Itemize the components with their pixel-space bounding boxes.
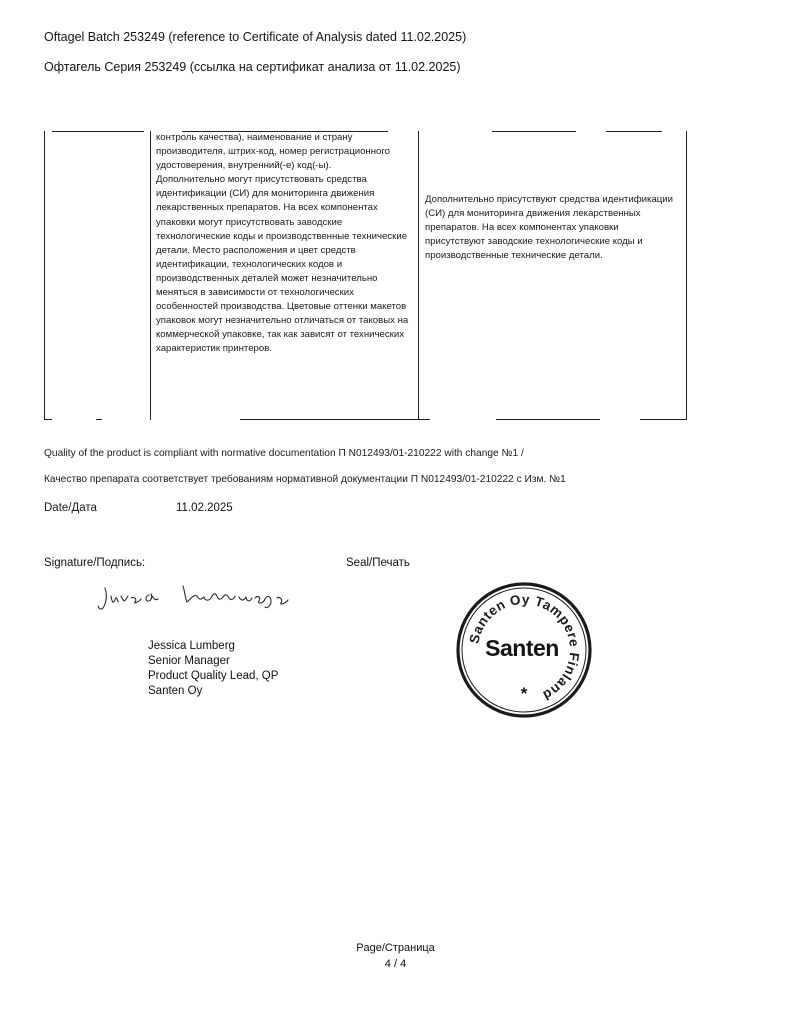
table-cell-right: Дополнительно присутствуют средства идентификации (СИ) для мониторинга движения лекарственных препаратов. На всех компонентах упаковки присутствуют заводские технологические коды и производственные технические детали.	[425, 194, 673, 262]
quality-statement-english: Quality of the product is compliant with normative documentation П N012493/01-210222 with change №1 /	[44, 448, 524, 459]
table-bottom-segment	[240, 419, 418, 420]
continuation-table	[0, 0, 791, 430]
table-divider-1	[150, 131, 151, 420]
page-number: 4 / 4	[384, 958, 407, 970]
signer-title: Senior Manager	[148, 655, 230, 667]
seal-ring-text: Santen Oy Tampere Finland	[466, 591, 583, 704]
signer-role: Product Quality Lead, QP	[148, 670, 279, 682]
seal-logo: Santen	[485, 635, 559, 661]
table-bottom-segment	[496, 419, 600, 420]
header-english: Oftagel Batch 253249 (reference to Certificate of Analysis dated 11.02.2025)	[44, 30, 467, 44]
seal-label: Seal/Печать	[346, 557, 410, 569]
table-border-right	[686, 131, 687, 420]
table-bottom-segment	[640, 419, 686, 420]
table-top-segment	[52, 131, 144, 132]
page-label: Page/Страница	[356, 942, 435, 954]
table-cell-left-para: Дополнительно могут присутствовать средства идентификации (СИ) для мониторинга движения лекарственных препаратов. На всех компонентах упаковки могут присутствовать заводские технологические коды и производственные технические детали. Место расположения и цвет средств идентификации, технологических кодов и производственных деталей может незначительно меняться в зависимости от технологических особенностей производства. Цветовые оттенки макетов упаковок могут незначительно отличаться от таковых на коммерческой упаковке, так как зависят от технических характеристик принтеров.	[156, 174, 409, 355]
handwritten-signature	[95, 578, 295, 614]
date-label: Date/Дата	[44, 502, 97, 514]
table-bottom-segment	[418, 419, 430, 420]
table-cell-left-para: контроль качества), наименование и страну производителя, штрих-код, номер регистрационного удостоверения, внутренний(-е) код(-ы).	[156, 132, 390, 172]
seal-star: *	[520, 684, 528, 703]
table-bottom-segment	[96, 419, 102, 420]
signer-company: Santen Oy	[148, 685, 203, 697]
signature-label: Signature/Подпись:	[44, 557, 146, 569]
table-top-segment	[606, 131, 662, 132]
table-top-segment	[492, 131, 576, 132]
table-border-left	[44, 131, 45, 420]
date-value: 11.02.2025	[176, 502, 233, 514]
table-cell-left	[156, 131, 412, 357]
table-bottom-segment	[44, 419, 52, 420]
signer-name: Jessica Lumberg	[148, 640, 235, 652]
company-seal	[452, 578, 596, 722]
header-russian: Офтагель Серия 253249 (ссылка на сертификат анализа от 11.02.2025)	[44, 60, 461, 74]
table-divider-2	[418, 131, 419, 420]
quality-statement-russian: Качество препарата соответствует требованиям нормативной документации П N012493/01-210222 с Изм. №1	[44, 474, 566, 485]
